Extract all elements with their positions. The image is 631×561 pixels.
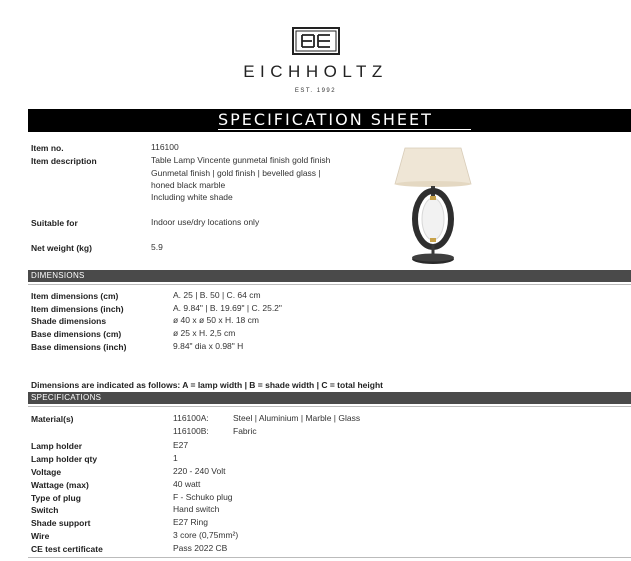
spec-label: CE test certificate	[31, 544, 103, 554]
materials-label: Material(s)	[31, 414, 74, 424]
dimension-value: A. 9.84" | B. 19.69" | C. 25.2"	[173, 303, 282, 313]
spec-label: Wire	[31, 531, 50, 541]
material-value: Fabric	[233, 426, 257, 436]
spec-value: E27	[173, 440, 189, 450]
specifications-header	[28, 392, 631, 404]
brand-name: EICHHOLTZ	[243, 62, 388, 81]
spec-value: 3 core (0,75mm²)	[173, 530, 239, 540]
info-label-weight: Net weight (kg)	[31, 243, 92, 253]
spec-value: 1	[173, 453, 178, 463]
specifications-header-label: SPECIFICATIONS	[31, 393, 102, 402]
info-value-description-3: honed black marble	[151, 180, 226, 190]
spec-value: Pass 2022 CB	[173, 543, 228, 553]
dimension-label: Base dimensions (cm)	[31, 329, 122, 339]
spec-label: Voltage	[31, 467, 62, 477]
spec-value: 40 watt	[173, 479, 201, 489]
spec-label: Wattage (max)	[31, 480, 89, 490]
specifications-divider	[28, 406, 631, 407]
info-label-item-no: Item no.	[31, 143, 64, 153]
spec-label: Type of plug	[31, 493, 81, 503]
dimension-label: Item dimensions (inch)	[31, 304, 124, 314]
dimension-label: Item dimensions (cm)	[31, 291, 119, 301]
info-value-suitable: Indoor use/dry locations only	[151, 217, 260, 227]
dimensions-note: Dimensions are indicated as follows: A = lamp width | B = shade width | C = total height	[31, 380, 383, 390]
spec-label: Switch	[31, 505, 59, 515]
brand-established: EST. 1992	[294, 88, 337, 94]
dimension-value: ø 40 x ø 50 x H. 18 cm	[173, 315, 259, 325]
eichholtz-monogram-icon	[292, 27, 340, 55]
info-label-description: Item description	[31, 156, 97, 166]
footer-divider	[28, 557, 631, 558]
table-lamp-icon	[393, 144, 473, 266]
dimension-label: Base dimensions (inch)	[31, 342, 127, 352]
spec-label: Shade support	[31, 518, 91, 528]
spec-value: F - Schuko plug	[173, 492, 233, 502]
material-code: 116100A:	[173, 413, 209, 423]
dimension-value: A. 25 | B. 50 | C. 64 cm	[173, 290, 261, 300]
material-value: Steel | Aluminium | Marble | Glass	[233, 413, 361, 423]
spec-value: 220 - 240 Volt	[173, 466, 226, 476]
info-label-suitable: Suitable for	[31, 218, 78, 228]
title-underline	[218, 129, 471, 130]
dimensions-header-label: DIMENSIONS	[31, 271, 85, 280]
info-value-weight: 5.9	[151, 242, 163, 252]
dimension-label: Shade dimensions	[31, 316, 107, 326]
info-value-description-1: Table Lamp Vincente gunmetal finish gold finish	[151, 155, 331, 165]
spec-label: Lamp holder qty	[31, 454, 98, 464]
info-value-description-4: Including white shade	[151, 192, 233, 202]
spec-label: Lamp holder	[31, 441, 83, 451]
info-value-description-2: Gunmetal finish | gold finish | bevelled glass |	[151, 168, 321, 178]
dimension-value: ø 25 x H. 2,5 cm	[173, 328, 236, 338]
dimension-value: 9.84" dia x 0.98" H	[173, 341, 244, 351]
dimensions-divider	[28, 284, 631, 285]
material-code: 116100B:	[173, 426, 209, 436]
dimensions-header	[28, 270, 631, 282]
spec-value: Hand switch	[173, 504, 220, 514]
info-value-item-no: 116100	[151, 142, 179, 152]
title-bar	[28, 109, 631, 132]
spec-value: E27 Ring	[173, 517, 208, 527]
page-title: SPECIFICATION SHEET	[218, 110, 433, 129]
